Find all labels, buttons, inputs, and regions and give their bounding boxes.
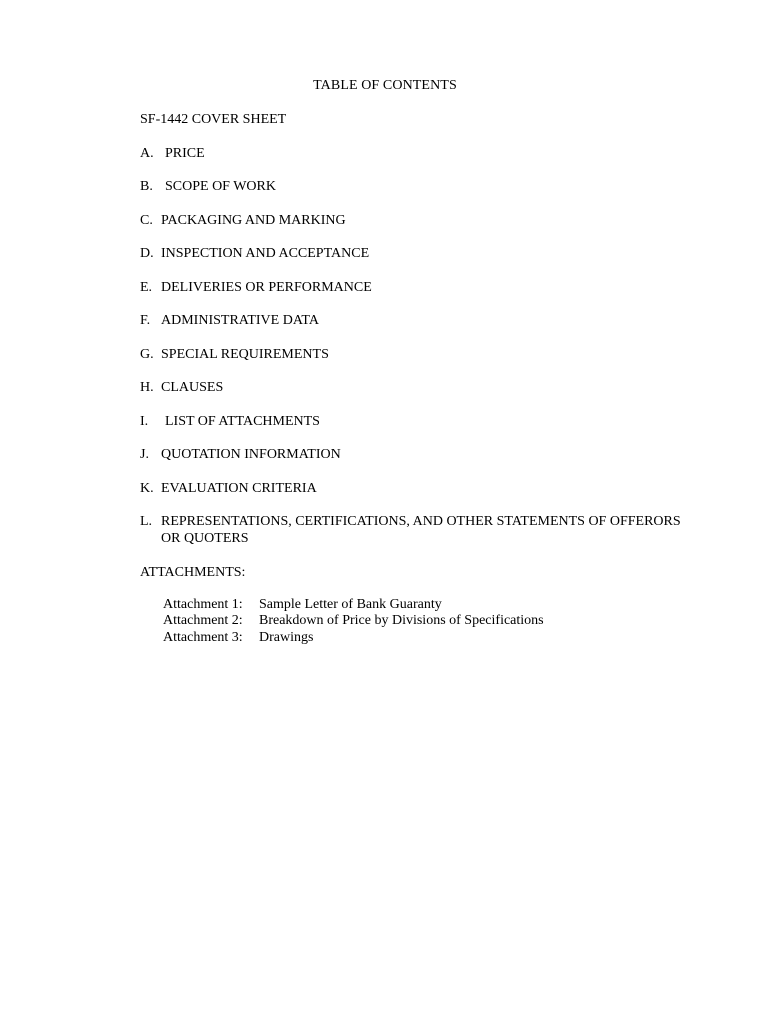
section-letter: G. [140, 346, 154, 362]
attachment-label: Attachment 2: [163, 613, 243, 628]
section-title: DELIVERIES OR PERFORMANCE [161, 279, 372, 295]
attachment-label: Attachment 1: [163, 596, 243, 612]
page-title: TABLE OF CONTENTS [313, 78, 457, 93]
section-letter: F. [140, 313, 151, 328]
section-letter: I. [140, 413, 149, 429]
section-title: SPECIAL REQUIREMENTS [161, 346, 329, 362]
toc-item-section-i [140, 413, 700, 430]
toc-item-cover-sheet [140, 111, 700, 128]
attachment-item [163, 630, 700, 647]
section-letter: J. [140, 447, 149, 462]
section-title: LIST OF ATTACHMENTS [165, 413, 320, 429]
attachment-title: Breakdown of Price by Divisions of Specifications [259, 613, 544, 628]
section-title: QUOTATION INFORMATION [161, 447, 341, 462]
section-title: REPRESENTATIONS, CERTIFICATIONS, AND OTHER STATEMENTS OF OFFERORS OR QUOTERS [161, 514, 681, 546]
section-letter: D. [140, 246, 154, 261]
attachment-title: Sample Letter of Bank Guaranty [259, 596, 442, 612]
table-of-contents [140, 111, 700, 663]
attachment-item [163, 613, 700, 630]
toc-item-section-j [140, 446, 700, 463]
attachment-title: Drawings [259, 629, 314, 645]
toc-item-section-k [140, 480, 700, 497]
toc-item-section-h [140, 379, 700, 396]
toc-item-section-b [140, 178, 700, 195]
section-letter: H. [140, 380, 154, 395]
section-title: PACKAGING AND MARKING [161, 212, 346, 228]
attachments-list [140, 597, 700, 647]
section-letter: K. [140, 480, 154, 496]
section-letter: C. [140, 212, 153, 228]
toc-item-section-c [140, 212, 700, 229]
toc-item-section-g [140, 346, 700, 363]
toc-item-section-l [140, 513, 700, 547]
section-title: CLAUSES [161, 380, 224, 395]
toc-item-section-d [140, 245, 700, 262]
toc-item-section-a [140, 145, 700, 162]
toc-item-section-f [140, 312, 700, 329]
attachments-heading: ATTACHMENTS: [140, 564, 246, 580]
section-letter: B. [140, 179, 153, 194]
toc-item-label: SF-1442 COVER SHEET [140, 112, 287, 127]
toc-item-section-e [140, 279, 700, 296]
section-letter: L. [140, 514, 153, 529]
section-letter: E. [140, 279, 153, 295]
attachment-item [163, 597, 700, 614]
section-title: ADMINISTRATIVE DATA [161, 313, 319, 328]
attachments-section [140, 564, 700, 647]
section-title: EVALUATION CRITERIA [161, 480, 317, 496]
section-title: PRICE [165, 145, 205, 161]
section-title: SCOPE OF WORK [165, 179, 276, 194]
attachment-label: Attachment 3: [163, 629, 243, 645]
section-letter: A. [140, 145, 154, 161]
section-title: INSPECTION AND ACCEPTANCE [161, 246, 370, 261]
